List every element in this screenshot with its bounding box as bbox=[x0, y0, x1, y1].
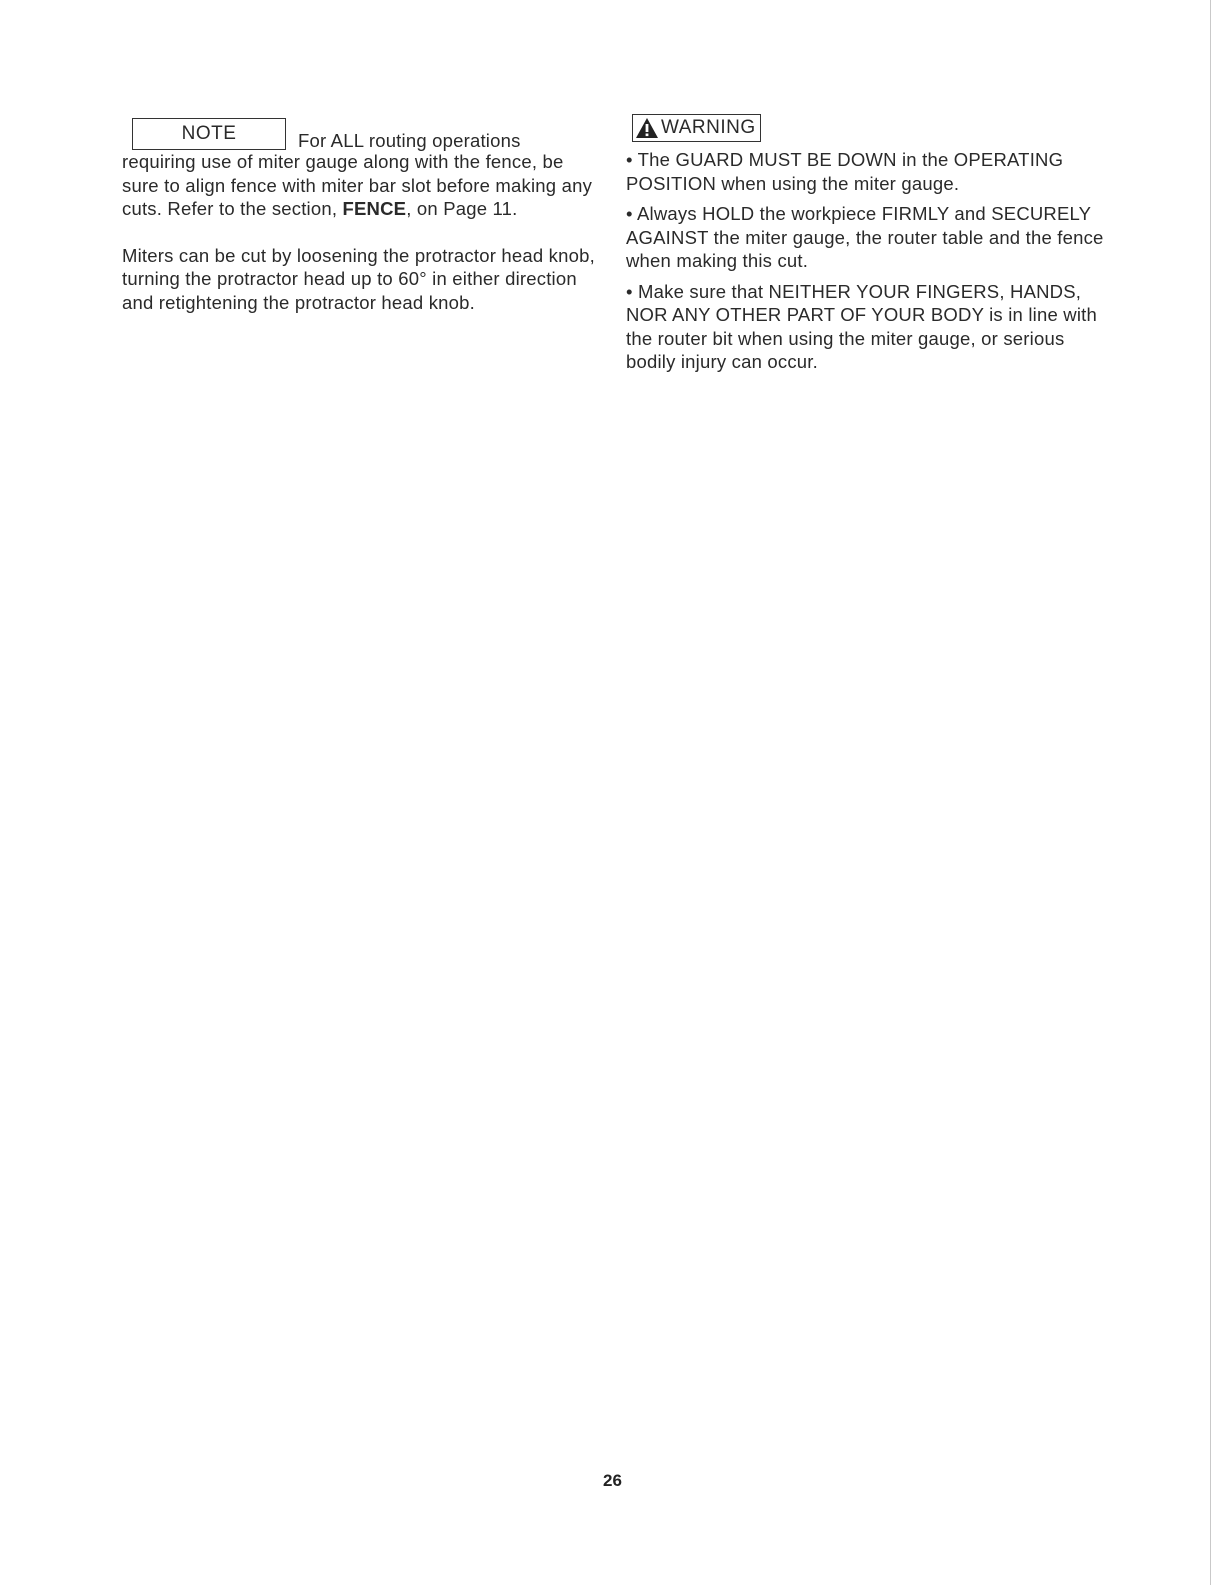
warning-bullet-hold: • Always HOLD the workpiece FIRMLY and SECURELY AGAINST the miter gauge, the router table and the fence when making this cut. bbox=[626, 203, 1104, 271]
note-body-end: , on Page 11. bbox=[406, 198, 518, 219]
miters-paragraph: Miters can be cut by loosening the protractor head knob, turning the protractor head up to 60° in either direction and retightening the protractor head knob. bbox=[122, 244, 595, 313]
page-edge bbox=[1210, 0, 1211, 1585]
note-lead-text: For ALL routing operations bbox=[298, 129, 521, 151]
note-label: NOTE bbox=[132, 118, 286, 150]
note-header bbox=[122, 114, 600, 150]
left-column bbox=[122, 114, 600, 314]
warning-label-box bbox=[632, 114, 761, 142]
fence-section-reference: FENCE bbox=[342, 198, 407, 219]
warning-label: WARNING bbox=[661, 117, 756, 139]
warning-triangle-icon bbox=[635, 117, 659, 139]
note-body-start: requiring use of miter gauge along with the fence, be sure to align fence with miter bar slot before making any cuts. Refer to the section, bbox=[122, 151, 593, 219]
warning-bullet-body: • Make sure that NEITHER YOUR FINGERS, HANDS, NOR ANY OTHER PART OF YOUR BODY is in line with the router bit when using the miter gauge, or serious bodily injury can occur. bbox=[626, 280, 1097, 372]
page-number: 26 bbox=[603, 1471, 622, 1490]
warning-bullet-guard: • The GUARD MUST BE DOWN in the OPERATING POSITION when using the miter gauge. bbox=[626, 149, 1064, 194]
note-paragraph bbox=[122, 150, 600, 221]
right-column bbox=[626, 114, 1114, 374]
